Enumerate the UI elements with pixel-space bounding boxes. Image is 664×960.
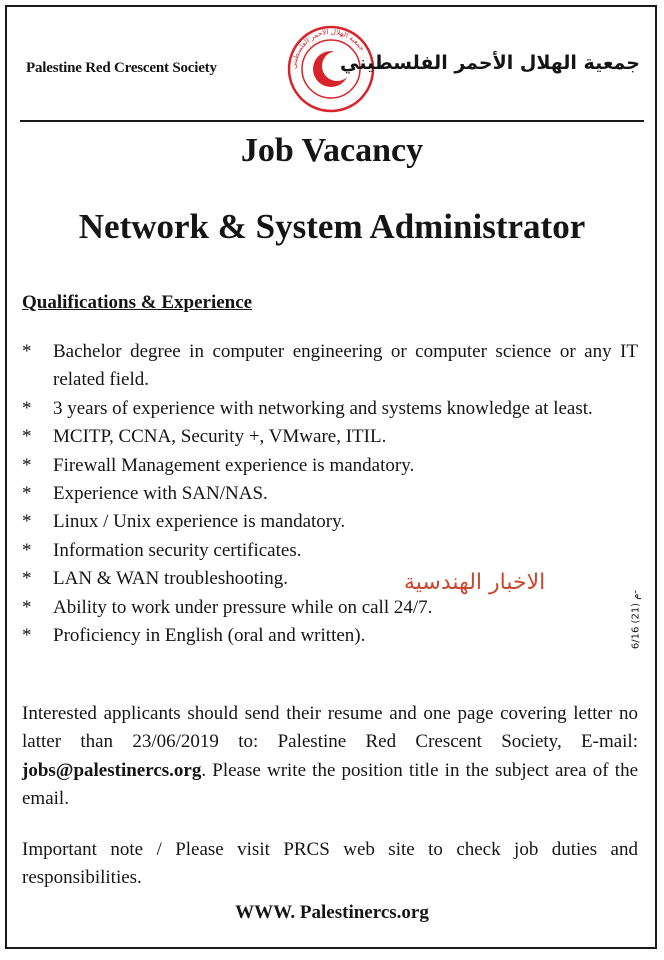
logo-ring-text: جمعية الهلال الأحمر الفلسطيني — [289, 27, 367, 70]
position-title: Network & System Administrator — [78, 207, 586, 246]
letterhead — [0, 0, 664, 120]
website-url: WWW. Palestinercs.org — [235, 902, 429, 923]
bullet-asterisk: * — [22, 483, 32, 505]
application-instructions — [22, 700, 638, 814]
qualification-text: Linux / Unix experience is mandatory. — [53, 511, 346, 533]
publisher-stamp-arabic: الاخبار الهندسية — [404, 570, 546, 595]
list-item — [22, 452, 638, 480]
bullet-asterisk: * — [22, 596, 32, 618]
list-item — [22, 622, 638, 650]
application-text-end: . Please write the position title in the subject area of the email. — [22, 759, 638, 810]
bullet-asterisk: * — [22, 454, 32, 476]
bullet-asterisk: * — [22, 426, 32, 448]
qualification-text: Firewall Management experience is mandatory. — [53, 454, 415, 476]
list-item — [22, 423, 638, 451]
org-name-english: Palestine Red Crescent Society — [26, 60, 217, 76]
header-divider — [20, 120, 644, 122]
org-name-arabic: جمعية الهلال الأحمر الفلسطيني — [340, 52, 640, 74]
qualification-text: Experience with SAN/NAS. — [53, 483, 268, 505]
list-item — [22, 594, 638, 622]
important-note: Important note / Please visit PRCS web site to check job duties and responsibilities. — [22, 839, 638, 889]
qualification-text: Information security certificates. — [53, 539, 302, 561]
list-item — [22, 565, 638, 593]
bullet-asterisk: * — [22, 568, 32, 590]
page-title: Job Vacancy — [240, 132, 424, 169]
bullet-asterisk: * — [22, 625, 32, 647]
list-item — [22, 480, 638, 508]
application-text: Interested applicants should send their resume and one page covering letter no latter than 23/06/2019 to: Palestine Red Crescent Society, E-mail: — [22, 703, 638, 753]
list-item — [22, 395, 638, 423]
list-item — [22, 338, 638, 395]
qualifications-list — [22, 338, 638, 650]
qualification-text: MCITP, CCNA, Security +, VMware, ITIL. — [53, 426, 387, 448]
qualification-text: 3 years of experience with networking and systems knowledge at least. — [53, 397, 593, 419]
qualification-text: Proficiency in English (oral and written). — [53, 625, 366, 647]
qualification-text: Bachelor degree in computer engineering or computer science or any IT related field. — [53, 341, 638, 391]
contact-email: jobs@palestinercs.org — [22, 759, 202, 781]
side-publication-note — [627, 578, 645, 668]
qualification-text: Ability to work under pressure while on call 24/7. — [53, 596, 433, 618]
list-item — [22, 508, 638, 536]
qualification-text: LAN & WAN troubleshooting. — [53, 568, 289, 590]
bullet-asterisk: * — [22, 397, 32, 419]
side-note-text: 6/16 (21) م- — [630, 589, 642, 650]
qualifications-heading: Qualifications & Experience — [22, 292, 253, 313]
bullet-asterisk: * — [22, 511, 32, 533]
bullet-asterisk: * — [22, 341, 32, 362]
list-item — [22, 537, 638, 565]
bullet-asterisk: * — [22, 539, 32, 561]
